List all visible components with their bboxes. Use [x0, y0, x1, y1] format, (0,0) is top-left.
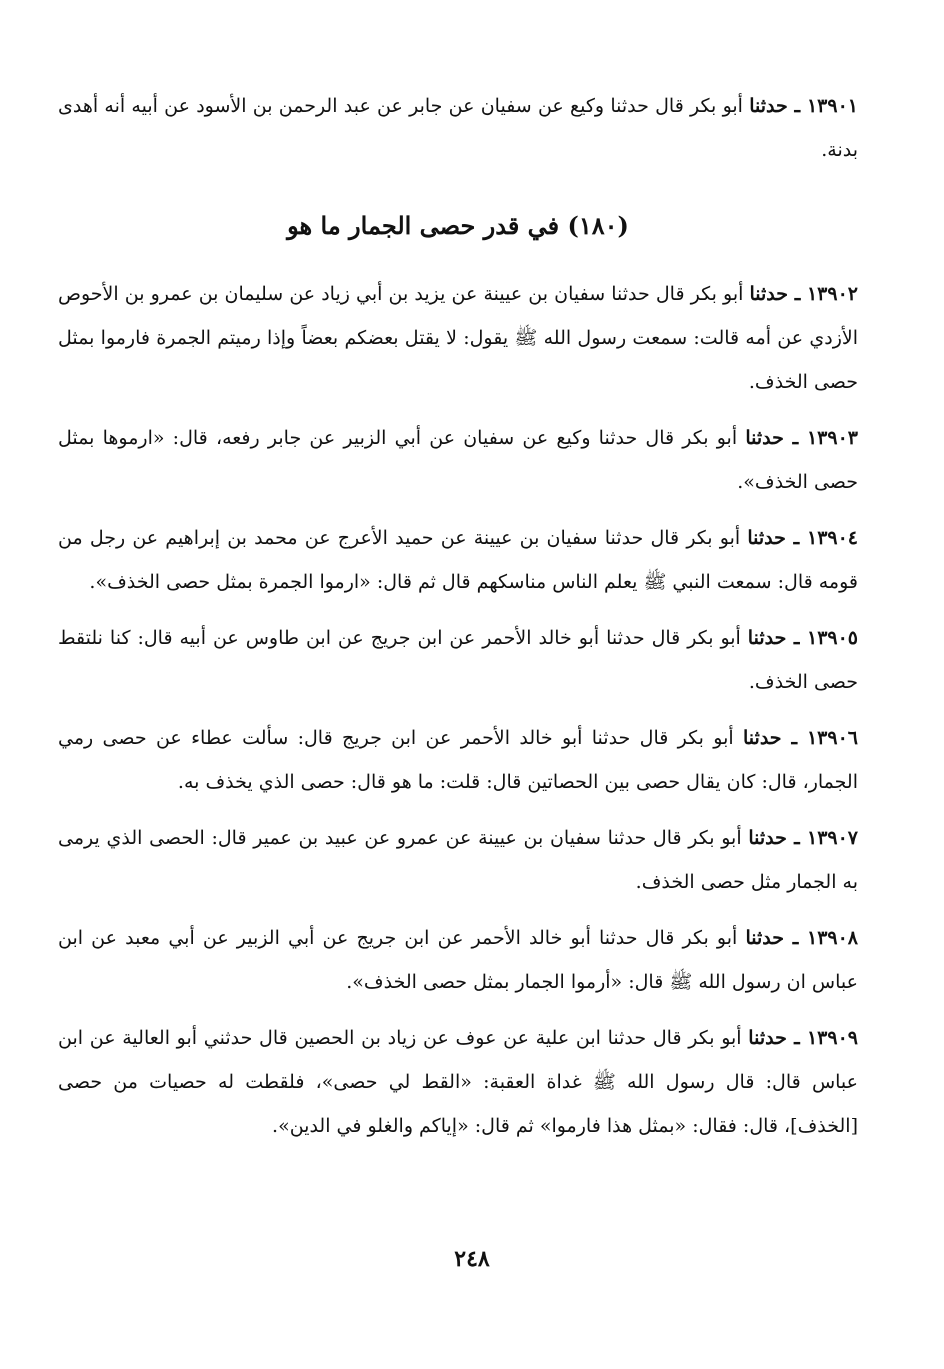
page-number: ٢٤٨ [454, 1246, 490, 1272]
hadith-number: ١٣٩٠٨ [806, 927, 859, 949]
hadith-text: أبو بكر قال حدثنا وكيع عن سفيان عن جابر عن عبد الرحمن بن الأسود عن أبيه أنه أهدى بدنة. [58, 95, 858, 161]
hadith-paragraph [58, 516, 858, 610]
hadith-number: ١٣٩٠٤ [806, 527, 859, 549]
hadith-paragraph [58, 84, 858, 178]
hadith-separator: ـ [787, 95, 807, 117]
hadith-number: ١٣٩٠٧ [806, 827, 859, 849]
hadith-text: أبو بكر قال حدثنا أبو خالد الأحمر عن ابن جريج عن ابن طاوس عن أبيه قال: كنا نلتقط حصى الخذف. [58, 627, 858, 693]
hadith-lead-word: حدثنا [748, 1027, 787, 1049]
hadith-number: ١٣٩٠٣ [806, 427, 858, 449]
hadith-lead-word: حدثنا [749, 283, 789, 305]
hadith-separator: ـ [786, 627, 807, 649]
hadith-lead-word: حدثنا [748, 827, 787, 849]
hadith-text: أبو بكر قال حدثنا سفيان بن عيينة عن عمرو عن عبيد بن عمير قال: الحصى الذي يرمى به الجمار مثل حصى الخذف. [58, 827, 858, 893]
hadith-lead-word: حدثنا [743, 727, 782, 749]
hadith-text: أبو بكر قال حدثنا ابن علية عن عوف عن زياد بن الحصين قال حدثني أبو العالية عن ابن عباس قال: قال رسول الله ﷺ غداة العقبة: «القط لي حصى»، فلقطت له حصيات من حصى [الخذف]، قال: فقال: «بمثل هذا فارموا» ثم قال: «إياكم والغلو في الدين». [58, 1027, 858, 1137]
hadith-text: أبو بكر قال حدثنا سفيان بن عيينة عن حميد الأعرج عن محمد بن إبراهيم عن رجل من قومه قال: سمعت النبي ﷺ يعلم الناس مناسكهم قال ثم قال: «ارموا الجمرة بمثل حصى الخذف». [58, 527, 858, 593]
hadith-lead-word: حدثنا [747, 627, 787, 649]
hadith-number: ١٣٩٠٦ [806, 727, 858, 749]
hadith-paragraph [58, 716, 858, 810]
hadith-lead-word: حدثنا [745, 427, 784, 449]
hadith-lead-word: حدثنا [747, 527, 786, 549]
hadith-number: ١٣٩٠٩ [806, 1027, 858, 1049]
hadith-separator: ـ [783, 927, 807, 949]
hadith-separator: ـ [781, 727, 807, 749]
hadith-number: ١٣٩٠٥ [806, 627, 859, 649]
hadith-paragraph [58, 1016, 858, 1154]
hadith-number: ١٣٩٠١ [806, 95, 858, 117]
hadith-text: أبو بكر قال حدثنا أبو خالد الأحمر عن ابن جريج عن أبي الزبير عن أبي معبد عن ابن عباس ان رسول الله ﷺ قال: «أرموا الجمار بمثل حصى الخذف». [58, 927, 858, 993]
hadith-separator: ـ [785, 527, 807, 549]
hadith-paragraph [58, 916, 858, 1010]
hadith-paragraph [58, 816, 858, 910]
hadith-text: أبو بكر قال حدثنا وكيع عن سفيان عن أبي الزبير عن جابر رفعه، قال: «ارموها بمثل حصى الخذف». [58, 427, 858, 493]
hadith-text: أبو بكر قال حدثنا سفيان بن عيينة عن يزيد بن أبي زياد عن سليمان بن عمرو بن الأحوص الأزدي عن أمه قالت: سمعت رسول الله ﷺ يقول: لا يقتل بعضكم بعضاً وإذا رميتم الجمرة فارموا بمثل حصى الخذف. [58, 283, 858, 393]
hadith-lead-word: حدثنا [749, 95, 788, 117]
hadith-lead-word: حدثنا [745, 927, 784, 949]
hadith-separator: ـ [786, 1027, 807, 1049]
hadith-paragraph [58, 416, 858, 510]
hadith-paragraph [58, 272, 858, 410]
hadith-separator: ـ [788, 283, 807, 305]
section-heading: (١٨٠) في قدر حصى الجمار ما هو [287, 211, 629, 240]
hadith-text: أبو بكر قال حدثنا أبو خالد الأحمر عن ابن جريج قال: سألت عطاء عن حصى رمي الجمار، قال: كان يقال حصى بين الحصاتين قال: قلت: ما هو قال: حصى الذي يخذف به. [58, 727, 858, 793]
hadith-separator: ـ [786, 827, 807, 849]
hadith-number: ١٣٩٠٢ [806, 283, 858, 305]
hadith-paragraph [58, 616, 858, 710]
hadith-separator: ـ [783, 427, 807, 449]
